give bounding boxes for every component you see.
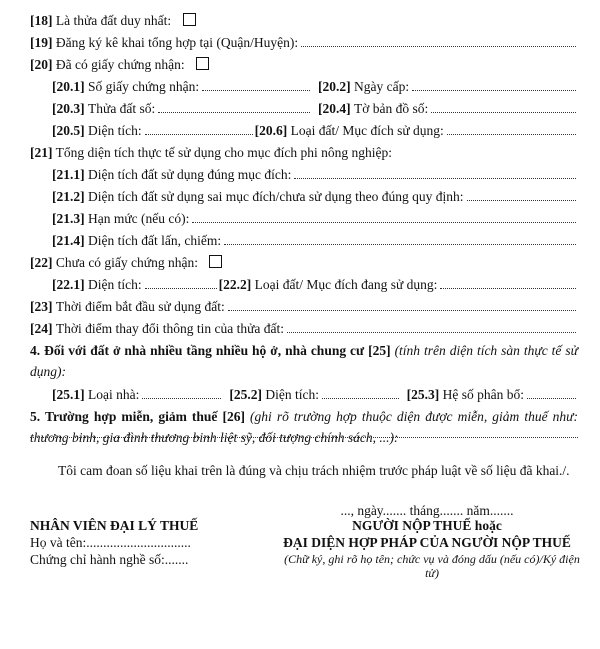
row-21: [30, 142, 578, 163]
row-20-5-6: [52, 120, 578, 141]
cell-25-2: [229, 384, 400, 405]
row-20-3-4: [52, 98, 578, 119]
row-19: [30, 32, 578, 53]
code-21-4: [21.4]: [52, 233, 85, 248]
code-21-1: [21.1]: [52, 167, 85, 182]
label-22-2: Loại đất/ Mục đích đang sử dụng:: [254, 277, 438, 292]
label-20-4: Tờ bản đồ số:: [354, 101, 429, 116]
exemption-field[interactable]: [30, 436, 578, 448]
label-20-1: Số giấy chứng nhận:: [88, 79, 200, 94]
code-22: [22]: [30, 255, 53, 270]
label-20-3: Thửa đất số:: [88, 101, 156, 116]
label-21: Tổng diện tích thực tế sử dụng cho mục đích phi nông nghiệp:: [55, 145, 392, 160]
row-22: [30, 252, 578, 273]
row-20: [30, 54, 578, 75]
no-certificate-checkbox[interactable]: [209, 255, 222, 268]
label-22-1: Diện tích:: [88, 277, 142, 292]
section-5-title: 5. Trường hợp miễn, giảm thuế [26]: [30, 409, 245, 424]
cell-20-4: [318, 98, 578, 119]
row-21-4: [52, 230, 578, 251]
label-25-2: Diện tích:: [265, 387, 319, 402]
label-18: Là thửa đất duy nhất:: [55, 13, 172, 28]
row-24: [30, 318, 578, 339]
row-20-1-2: [52, 76, 578, 97]
start-date-field[interactable]: [228, 309, 576, 311]
agent-title: NHÂN VIÊN ĐẠI LÝ THUẾ: [30, 518, 199, 533]
label-20-5: Diện tích:: [88, 123, 142, 138]
label-21-4: Diện tích đất lấn, chiếm:: [88, 233, 222, 248]
correct-use-area-field[interactable]: [294, 177, 576, 179]
code-20-2: [20.2]: [318, 79, 351, 94]
label-19: Đăng ký kê khai tổng hợp tại (Quận/Huyện):: [55, 35, 299, 50]
unique-plot-checkbox[interactable]: [183, 13, 196, 26]
code-23: [23]: [30, 299, 53, 314]
label-21-3: Hạn mức (nếu có):: [88, 211, 190, 226]
code-18: [18]: [30, 13, 53, 28]
code-24: [24]: [30, 321, 53, 336]
agent-certificate-field[interactable]: Chứng chỉ hành nghề số:.......: [30, 552, 189, 567]
section-4-note: (tính trên diện tích sàn thực tế sử dụng):: [30, 343, 579, 379]
certificate-number-field[interactable]: [202, 89, 310, 91]
label-21-1: Diện tích đất sử dụng đúng mục đích:: [88, 167, 292, 182]
code-21: [21]: [30, 145, 53, 160]
label-22: Chưa có giấy chứng nhận:: [55, 255, 198, 270]
current-land-use-field[interactable]: [440, 287, 576, 289]
issue-date-field[interactable]: [412, 89, 576, 91]
label-20-2: Ngày cấp:: [354, 79, 410, 94]
agent-name-field[interactable]: Họ và tên:...............................: [30, 535, 191, 550]
uncertified-area-field[interactable]: [145, 287, 217, 289]
label-20: Đã có giấy chứng nhận:: [55, 57, 185, 72]
section-5-note: (ghi rõ trường hợp thuộc diện được miễn, giảm thuế như: thương binh, gia đình thương binh liệt sỹ, đối tượng chính sách, ...):: [30, 409, 578, 445]
label-21-2: Diện tích đất sử dụng sai mục đích/chưa sử dụng theo đúng quy định:: [88, 189, 464, 204]
section-4-title: 4. Đối với đất ở nhà nhiều tầng nhiều hộ ở, nhà chung cư [25]: [30, 343, 391, 358]
label-24: Thời điểm thay đổi thông tin của thửa đất:: [55, 321, 285, 336]
floor-area-field[interactable]: [322, 397, 399, 399]
code-20: [20]: [30, 57, 53, 72]
row-22-1-2: [52, 274, 578, 295]
label-25-1: Loại nhà:: [88, 387, 140, 402]
date-line: ..., ngày....... tháng....... năm.......: [340, 503, 514, 518]
district-field[interactable]: [301, 45, 576, 47]
code-20-5: [20.5]: [52, 123, 85, 138]
cell-20-2: [318, 76, 578, 97]
code-20-3: [20.3]: [52, 101, 85, 116]
code-25-3: [25.3]: [406, 387, 440, 402]
area-field[interactable]: [145, 133, 253, 135]
quota-field[interactable]: [192, 221, 576, 223]
change-date-field[interactable]: [287, 331, 576, 333]
row-21-3: [52, 208, 578, 229]
row-25: [52, 384, 578, 405]
legal-representative-title: ĐẠI DIỆN HỢP PHÁP CỦA NGƯỜI NỘP THUẾ: [283, 535, 571, 550]
row-21-2: [52, 186, 578, 207]
label-23: Thời điểm bắt đầu sử dụng đất:: [55, 299, 225, 314]
label-25-3: Hệ số phân bổ:: [442, 387, 525, 402]
code-25-2: [25.2]: [229, 387, 262, 402]
code-20-4: [20.4]: [318, 101, 351, 116]
encroached-area-field[interactable]: [224, 243, 576, 245]
code-20-1: [20.1]: [52, 79, 85, 94]
land-use-field[interactable]: [447, 133, 576, 135]
has-certificate-checkbox[interactable]: [196, 57, 209, 70]
row-18: [30, 10, 578, 31]
map-sheet-field[interactable]: [431, 111, 576, 113]
code-21-3: [21.3]: [52, 211, 85, 226]
code-25-1: [25.1]: [52, 387, 85, 402]
house-type-field[interactable]: [142, 397, 221, 399]
label-20-6: Loại đất/ Mục đích sử dụng:: [290, 123, 444, 138]
cell-20-3: [52, 98, 312, 119]
cell-25-1: [52, 384, 223, 405]
declaration: Tôi cam đoan số liệu khai trên là đúng và chịu trách nhiệm trước pháp luật về số liệu đã khai./.: [58, 463, 570, 478]
plot-number-field[interactable]: [158, 111, 310, 113]
cell-20-1: [52, 76, 312, 97]
exemption-field-line: [30, 436, 578, 438]
code-19: [19]: [30, 35, 53, 50]
code-22-1: [22.1]: [52, 277, 85, 292]
taxpayer-title: NGƯỜI NỘP THUẾ hoặc: [352, 518, 502, 533]
wrong-use-area-field[interactable]: [467, 199, 576, 201]
code-21-2: [21.2]: [52, 189, 85, 204]
signature-note: (Chữ ký, ghi rõ họ tên; chức vụ và đóng dấu (nếu có)/Ký điện tử): [284, 552, 580, 580]
code-20-6: [20.6]: [254, 123, 288, 138]
row-21-1: [52, 164, 578, 185]
row-23: [30, 296, 578, 317]
allocation-coefficient-field[interactable]: [527, 397, 576, 399]
section-4-heading: [30, 340, 578, 382]
code-22-2: [22.2]: [218, 277, 252, 292]
cell-25-3: [407, 384, 578, 405]
